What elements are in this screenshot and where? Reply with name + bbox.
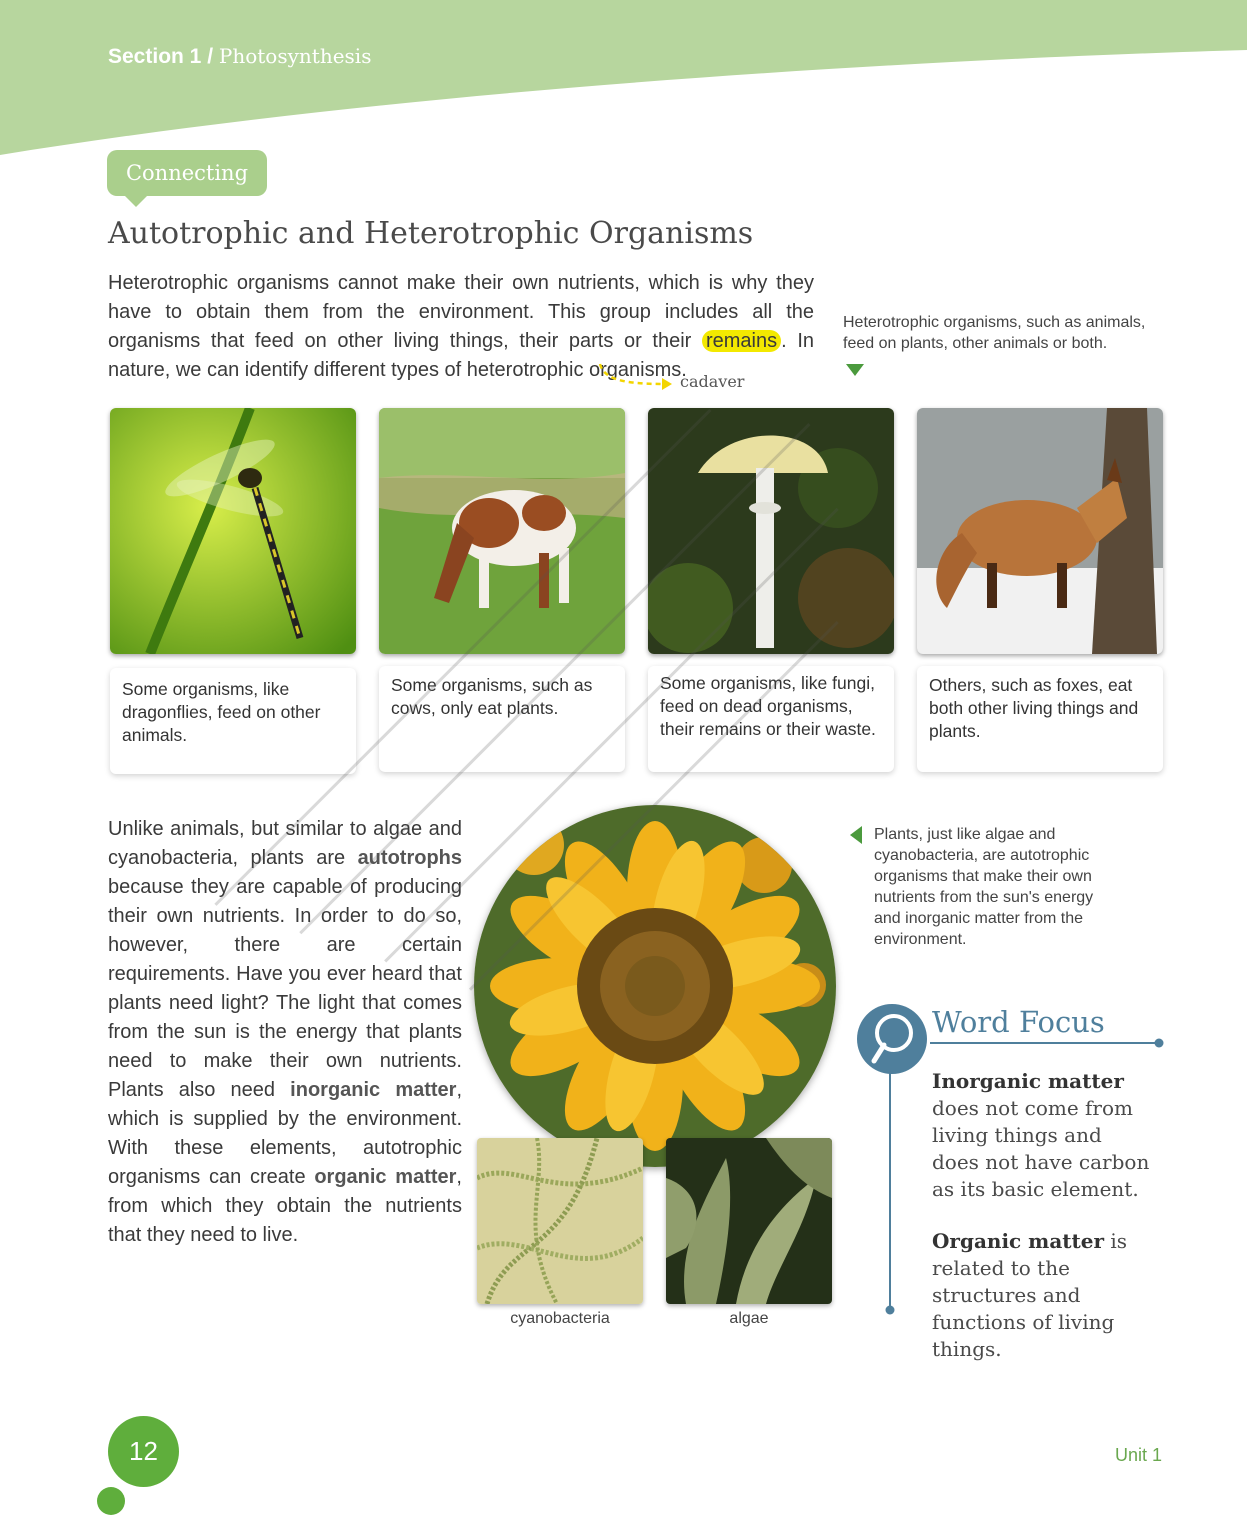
term-organic: Organic matter [932,1229,1105,1253]
definition-inorganic [932,1068,1154,1203]
mushroom-photo [648,408,894,654]
algae-photo [666,1138,832,1304]
intro-text: Heterotrophic organisms cannot make their own nutrients, which is why they have to obtain them from the environment. This group includes all the organisms that feed on other living things, their parts or their [108,272,814,352]
cyanobacteria-label: cyanobacteria [510,1310,610,1327]
page-corner-dot [97,1487,125,1515]
cyanobacteria-photo [477,1138,643,1304]
fox-photo [917,408,1163,654]
term-inorganic: Inorganic matter [932,1069,1124,1093]
intro-text-end: . In nature, we can identify different types of heterotrophic organisms. [108,330,815,381]
algae-label: algae [729,1310,769,1327]
def-inorganic: does not come from living things and does not have carbon as its basic element. [932,1096,1150,1201]
body-text-1: Unlike animals, but similar to algae and cyanobacteria, plants are [108,818,462,869]
autotroph-paragraph [108,815,462,1250]
intro-paragraph [108,269,814,385]
section-label [108,44,371,69]
definition-organic [932,1228,1154,1363]
magnifier-icon [856,1003,928,1075]
term-organic-matter: organic matter [314,1166,457,1188]
term-autotrophs: autotrophs [357,847,462,869]
side-note-heterotrophs: Heterotrophic organisms, such as animals, feed on plants, other animals or both. [843,314,1146,352]
cow-photo [379,408,625,654]
sunflower-photo [474,805,836,1167]
body-text-4: , from which they obtain the nutrients that they need to live. [108,1166,462,1246]
caption-cow: Some organisms, such as cows, only eat plants. [379,666,625,772]
gloss-word: cadaver [680,372,745,391]
header-banner [0,0,1247,170]
pointer-down-icon [846,364,864,376]
section-topic: Photosynthesis [218,44,372,68]
side-note-plants: Plants, just like algae and cyanobacteria, are autotrophic organisms that make their own nutrients from the sun's energy and inorganic matter from the environment. [874,826,1094,948]
caption-fungi: Some organisms, like fungi, feed on dead organisms, their remains or their waste. [648,666,894,772]
pointer-left-icon [850,826,862,844]
term-inorganic-matter: inorganic matter [290,1079,457,1101]
unit-label: Unit 1 [1115,1445,1163,1465]
gloss-arrow [596,362,676,392]
body-text-3: , which is supplied by the environment. With these elements, autotrophic organisms can create [108,1079,463,1188]
page-title: Autotrophic and Heterotrophic Organisms [108,216,754,251]
body-text-2: because they are capable of producing their own nutrients. In order to do so, however, there are certain requirements. Have you ever heard that plants need light? The light that comes from the sun is the energy that plants need to make their own nutrients. Plants also need [108,876,462,1101]
page-number: 12 [108,1416,179,1487]
connecting-tag: Connecting [107,150,267,196]
def-organic: is related to the structures and functions of living things. [932,1229,1128,1361]
section-number: Section 1 / [108,45,214,68]
highlighted-word: remains [702,330,781,352]
connecting-tag-tail [124,195,148,207]
caption-fox: Others, such as foxes, eat both other living things and plants. [917,666,1163,772]
caption-dragonfly: Some organisms, like dragonflies, feed on other animals. [110,668,356,774]
word-focus-title: Word Focus [932,1005,1105,1039]
dragonfly-photo [110,408,356,654]
